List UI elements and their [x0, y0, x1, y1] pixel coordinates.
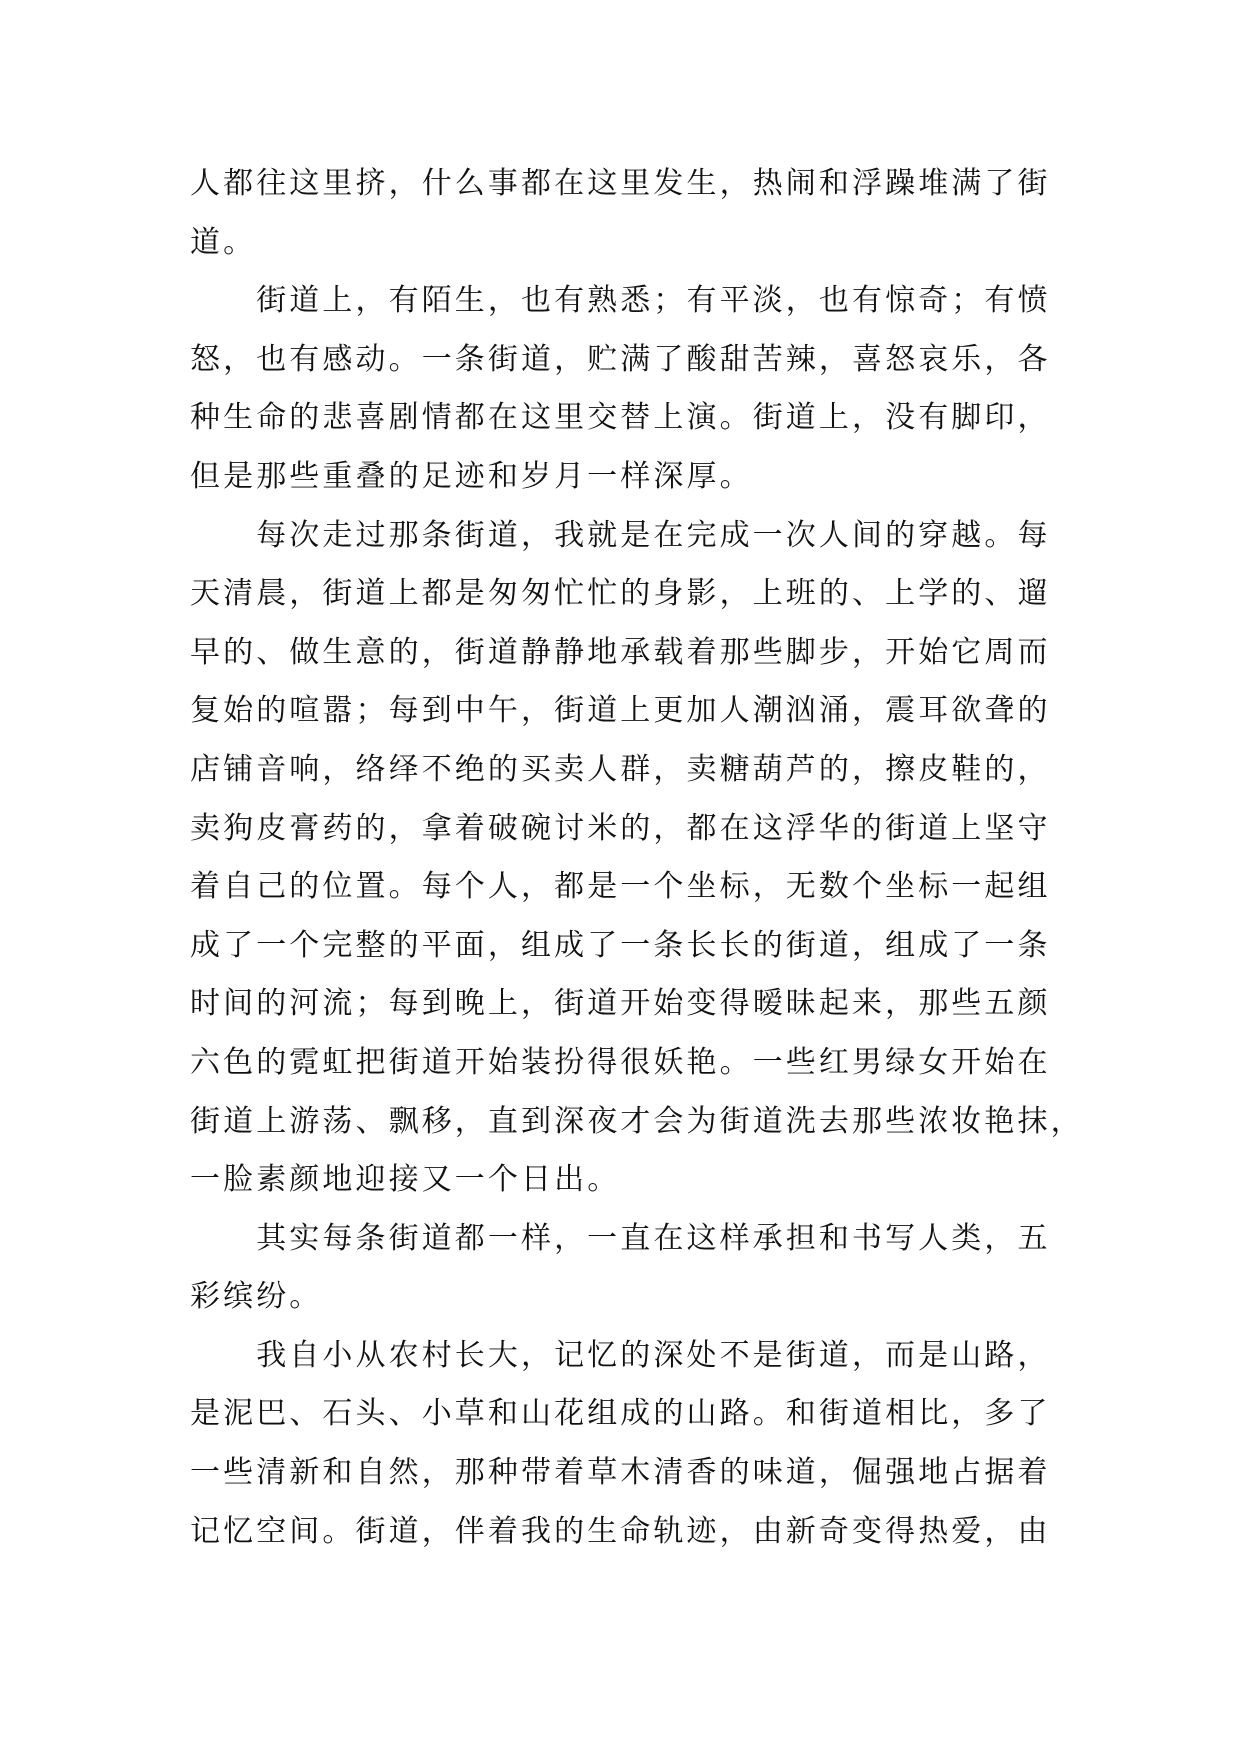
paragraph	[190, 1327, 1241, 1561]
text-line: 道。	[190, 224, 257, 260]
text-line: 彩缤纷。	[190, 1279, 323, 1315]
text-line: 复始的喧嚣；每到中午，街道上更加人潮汹涌，震耳欲聋的	[190, 693, 1051, 729]
text-line: 种生命的悲喜剧情都在这里交替上演。街道上，没有脚印，	[190, 400, 1051, 436]
text-line: 记忆空间。街道，伴着我的生命轨迹，由新奇变得热爱，由	[190, 1513, 1051, 1549]
text-line: 是泥巴、石头、小草和山花组成的山路。和街道相比，多了	[190, 1396, 1051, 1432]
text-line: 店铺音响，络绎不绝的买卖人群，卖糖葫芦的，擦皮鞋的，	[190, 751, 1051, 787]
text-line: 成了一个完整的平面，组成了一条长长的街道，组成了一条	[190, 927, 1051, 963]
text-line: 天清晨，街道上都是匆匆忙忙的身影，上班的、上学的、遛	[190, 576, 1051, 612]
text-line: 我自小从农村长大，记忆的深处不是街道，而是山路，	[256, 1337, 1051, 1373]
text-line: 但是那些重叠的足迹和岁月一样深厚。	[190, 458, 753, 494]
text-line: 卖狗皮膏药的，拿着破碗讨米的，都在这浮华的街道上坚守	[190, 810, 1051, 846]
text-line: 每次走过那条街道，我就是在完成一次人间的穿越。每	[256, 517, 1051, 553]
paragraph	[190, 155, 1241, 272]
text-line: 街道上游荡、飘移，直到深夜才会为街道洗去那些浓妆艳抹，	[190, 1103, 1084, 1139]
text-line: 时间的河流；每到晚上，街道开始变得暧昧起来，那些五颜	[190, 986, 1051, 1022]
text-line: 街道上，有陌生，也有熟悉；有平淡，也有惊奇；有愤	[256, 283, 1051, 319]
paragraph	[190, 272, 1241, 506]
text-line: 一脸素颜地迎接又一个日出。	[190, 1162, 621, 1198]
paragraph	[190, 507, 1241, 1210]
paragraph	[190, 1210, 1241, 1327]
text-line: 六色的霓虹把街道开始装扮得很妖艳。一些红男绿女开始在	[190, 1044, 1051, 1080]
text-line: 人都往这里挤，什么事都在这里发生，热闹和浮躁堆满了街	[190, 166, 1051, 201]
text-line: 着自己的位置。每个人，都是一个坐标，无数个坐标一起组	[190, 869, 1051, 905]
text-line: 怒，也有感动。一条街道，贮满了酸甜苦辣，喜怒哀乐，各	[190, 341, 1051, 377]
text-line: 其实每条街道都一样，一直在这样承担和书写人类，五	[256, 1220, 1051, 1256]
text-line: 一些清新和自然，那种带着草木清香的味道，倔强地占据着	[190, 1455, 1051, 1491]
text-line: 早的、做生意的，街道静静地承载着那些脚步，开始它周而	[190, 634, 1051, 670]
